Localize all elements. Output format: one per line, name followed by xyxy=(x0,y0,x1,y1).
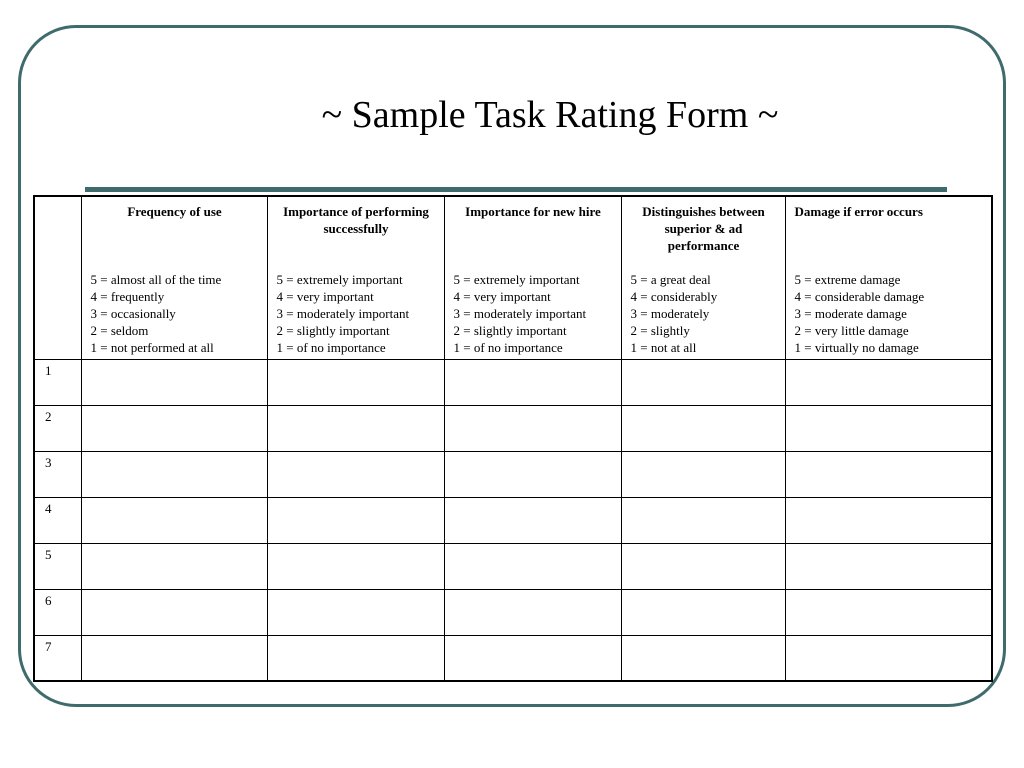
column-title: Damage if error occurs xyxy=(794,204,923,219)
column-header-damage xyxy=(785,196,992,359)
scale-item: 5 = extremely important xyxy=(453,272,580,287)
scale-item: 5 = extreme damage xyxy=(794,272,901,287)
rating-cell[interactable] xyxy=(267,497,444,543)
rating-cell[interactable] xyxy=(621,451,785,497)
rating-cell[interactable] xyxy=(444,635,621,681)
rating-cell[interactable] xyxy=(621,543,785,589)
scale-item: 3 = moderately important xyxy=(276,306,410,321)
rating-cell[interactable] xyxy=(81,635,267,681)
scale-item: 3 = occasionally xyxy=(90,306,176,321)
scale-item: 1 = not at all xyxy=(630,340,697,355)
rating-cell[interactable] xyxy=(267,589,444,635)
column-header-frequency xyxy=(81,196,267,359)
scale-item: 4 = considerably xyxy=(630,289,718,304)
rating-cell[interactable] xyxy=(444,543,621,589)
rating-cell[interactable] xyxy=(81,359,267,405)
scale-item: 1 = virtually no damage xyxy=(794,340,919,355)
column-header-new-hire xyxy=(444,196,621,359)
column-title: Importance of performing successfully xyxy=(283,204,429,236)
page-title: ~ Sample Task Rating Form ~ xyxy=(321,94,779,136)
scale-item: 4 = very important xyxy=(276,289,374,304)
table-row xyxy=(34,405,992,451)
row-number: 6 xyxy=(34,589,81,635)
rating-cell[interactable] xyxy=(81,589,267,635)
row-number: 4 xyxy=(34,497,81,543)
rating-cell[interactable] xyxy=(267,543,444,589)
rating-cell[interactable] xyxy=(81,405,267,451)
scale-item: 1 = not performed at all xyxy=(90,340,214,355)
rating-cell[interactable] xyxy=(444,589,621,635)
title-divider xyxy=(85,187,947,192)
rating-cell[interactable] xyxy=(444,451,621,497)
rating-cell[interactable] xyxy=(444,405,621,451)
table-row xyxy=(34,635,992,681)
rating-cell[interactable] xyxy=(785,589,992,635)
scale-item: 2 = slightly important xyxy=(276,323,390,338)
rating-cell[interactable] xyxy=(621,497,785,543)
corner-cell xyxy=(34,196,81,359)
column-header-distinguishes xyxy=(621,196,785,359)
row-number: 5 xyxy=(34,543,81,589)
scale-item: 5 = a great deal xyxy=(630,272,711,287)
rating-cell[interactable] xyxy=(785,405,992,451)
table-row xyxy=(34,359,992,405)
rating-cell[interactable] xyxy=(444,497,621,543)
scale-item: 5 = extremely important xyxy=(276,272,403,287)
rating-cell[interactable] xyxy=(785,497,992,543)
scale-item: 3 = moderately xyxy=(630,306,710,321)
column-title: Distinguishes between superior & ad performance xyxy=(642,204,765,253)
rating-cell[interactable] xyxy=(621,359,785,405)
scale-item: 3 = moderate damage xyxy=(794,306,907,321)
scale-item: 2 = slightly important xyxy=(453,323,567,338)
rating-cell[interactable] xyxy=(267,405,444,451)
table-row xyxy=(34,497,992,543)
rating-cell[interactable] xyxy=(785,543,992,589)
rating-cell[interactable] xyxy=(785,359,992,405)
table-row xyxy=(34,451,992,497)
row-number: 2 xyxy=(34,405,81,451)
rating-cell[interactable] xyxy=(81,451,267,497)
rating-cell[interactable] xyxy=(785,635,992,681)
rating-cell[interactable] xyxy=(621,405,785,451)
column-title: Importance for new hire xyxy=(465,204,601,219)
column-header-importance xyxy=(267,196,444,359)
scale-item: 3 = moderately important xyxy=(453,306,587,321)
header-row xyxy=(34,196,992,359)
scale-item: 4 = considerable damage xyxy=(794,289,925,304)
scale-item: 2 = very little damage xyxy=(794,323,909,338)
scale-item: 2 = seldom xyxy=(90,323,149,338)
table-row xyxy=(34,589,992,635)
rating-cell[interactable] xyxy=(785,451,992,497)
column-title: Frequency of use xyxy=(127,204,222,219)
scale-item: 2 = slightly xyxy=(630,323,690,338)
row-number: 3 xyxy=(34,451,81,497)
scale-item: 1 = of no importance xyxy=(453,340,563,355)
rating-cell[interactable] xyxy=(81,543,267,589)
task-rating-table xyxy=(33,195,993,682)
rating-cell[interactable] xyxy=(621,589,785,635)
scale-item: 4 = frequently xyxy=(90,289,165,304)
scale-item: 4 = very important xyxy=(453,289,551,304)
rating-cell[interactable] xyxy=(81,497,267,543)
scale-item: 5 = almost all of the time xyxy=(90,272,222,287)
rating-cell[interactable] xyxy=(267,359,444,405)
rating-cell[interactable] xyxy=(267,451,444,497)
rating-cell[interactable] xyxy=(444,359,621,405)
rating-cell[interactable] xyxy=(621,635,785,681)
rating-cell[interactable] xyxy=(267,635,444,681)
row-number: 1 xyxy=(34,359,81,405)
scale-item: 1 = of no importance xyxy=(276,340,386,355)
row-number: 7 xyxy=(34,635,81,681)
table-row xyxy=(34,543,992,589)
